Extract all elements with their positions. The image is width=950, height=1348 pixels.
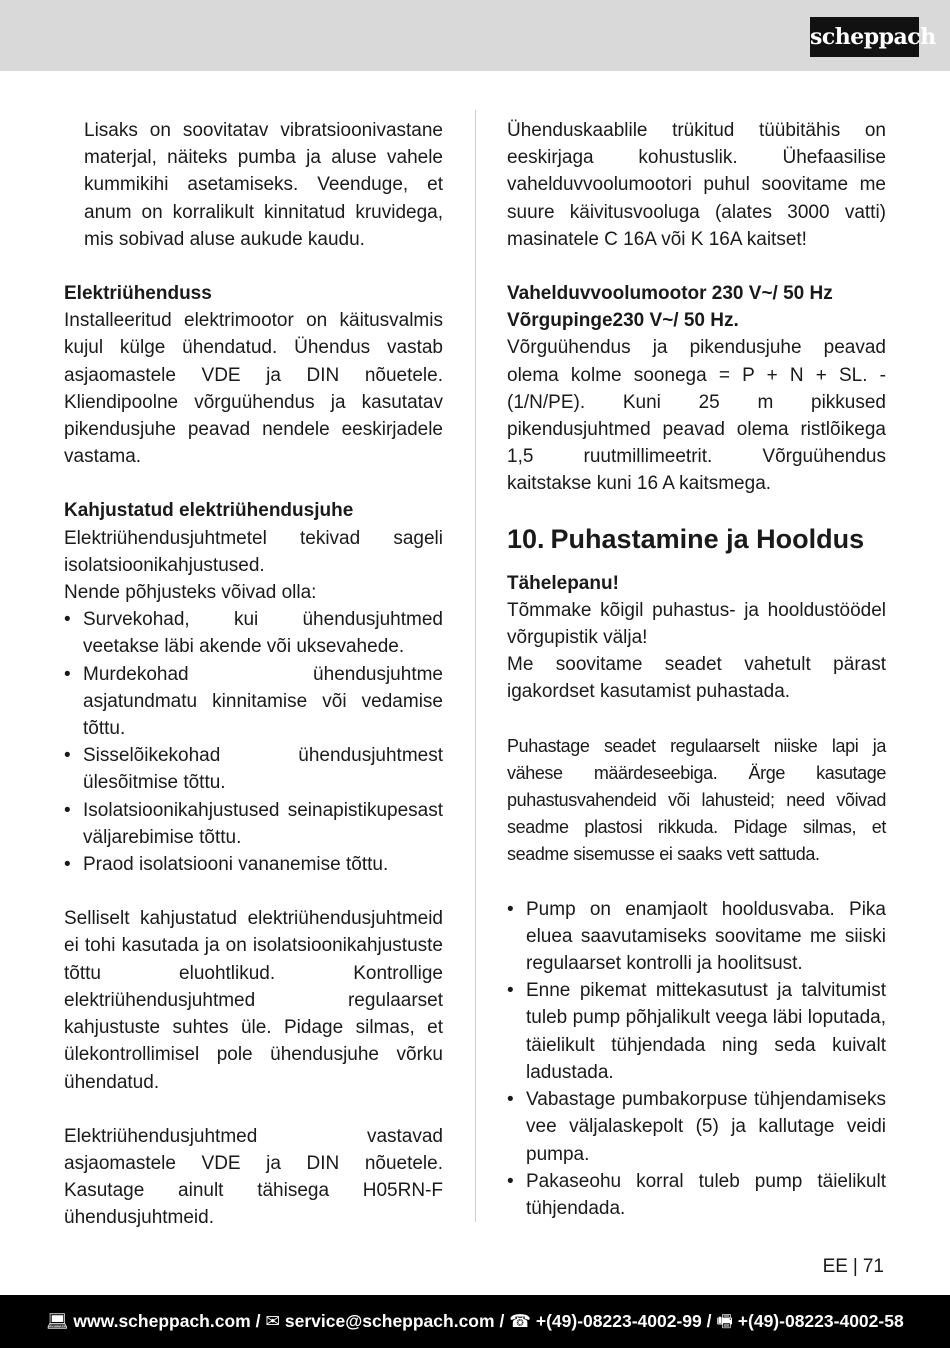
mains-connection-text: Võrguühendus ja pikendusjuhe peavad olema kolme soonega = P + N + SL. - (1/N/PE). Kuni 25 m pikkused pikendusjuhtmed peavad olema ristlõikega 1,5 ruutmillimeetrit. Võrguühendus kaitstakse kuni 16 A kaitsmega. xyxy=(507,337,886,495)
header-band xyxy=(0,0,950,71)
cleaning-paragraph: Puhastage seadet regulaarselt niiske lapi ja vähese määrdeseebiga. Ärge kasutage puhastusvahendeid või lahusteid; need võivad seadme plastosi rikkuda. Pidage silmas, et seadme sisemusse ei saaks vett sattuda. xyxy=(507,735,886,865)
list-item: • Pump on enamjaolt hooldusvaba. Pika eluea saavutamiseks soovitame me siiski regulaarset kontrolli ja hoolitsust. xyxy=(507,896,886,978)
intro-paragraph: Lisaks on soovitatav vibratsioonivastane materjal, näiteks pumba ja aluse vahele kummikihi asetamiseks. Veenduge, et anum on korralikult kinnitatud kruvidega, mis sobivad aluse aukude kaudu. xyxy=(84,120,443,250)
left-column xyxy=(64,117,443,1232)
website-link[interactable]: www.scheppach.com xyxy=(73,1311,251,1331)
page-language: EE xyxy=(822,1256,848,1277)
envelope-icon: ✉ xyxy=(265,1311,281,1331)
phone-icon: ☎ xyxy=(509,1311,531,1331)
page-number-value: 71 xyxy=(862,1256,884,1277)
footer-separator: / xyxy=(499,1311,505,1331)
damaged-cable-text: Elektriühendusjuhtmetel tekivad sageli isolatsioonikahjustused. xyxy=(64,527,443,576)
fax-number: +(49)-08223-4002-58 xyxy=(737,1311,904,1331)
causes-intro: Nende põhjusteks võivad olla: xyxy=(64,582,317,604)
attention-text-2: Me soovitame seadet vahetult pärast igakordset kasutamist puhastada. xyxy=(507,654,886,703)
section-title: Puhastamine ja Hooldus xyxy=(550,523,865,554)
maintenance-list xyxy=(507,896,886,1222)
laptop-icon: 💻︎ xyxy=(46,1311,69,1331)
causes-list xyxy=(64,606,443,878)
attention-heading: Tähelepanu! xyxy=(507,572,619,594)
list-item: • Survekohad, kui ühendusjuhtmed veetakse läbi akende või uksevahede. xyxy=(64,606,443,660)
warning-paragraph: Selliselt kahjustatud elektriühendusjuhtmeid ei tohi kasutada ja on isolatsioonikahjustuste tõttu eluohtlikud. Kontrollige elektriühendusjuhtmed regulaarset kahjustuste suhtes üle. Pidage silmas, et ülekontrollimisel pole ühendusjuhe võrku ühendatud. xyxy=(64,908,443,1093)
brand-logo: scheppach xyxy=(810,17,919,57)
voltage-spec-line: Võrgupinge230 V~/ 50 Hz. xyxy=(507,310,739,332)
fax-icon: 🖷︎ xyxy=(716,1311,733,1331)
email-link[interactable]: service@scheppach.com xyxy=(284,1311,495,1331)
list-item: • Pakaseohu korral tuleb pump täielikult tühjendada. xyxy=(507,1168,886,1222)
footer-separator: / xyxy=(706,1311,712,1331)
list-item: • Murdekohad ühendusjuhtme asjatundmatu kinnitamise või vedamise tõttu. xyxy=(64,661,443,743)
motor-spec-line: Vahelduvvoolumootor 230 V~/ 50 Hz xyxy=(507,283,833,305)
page-separator: | xyxy=(852,1256,858,1277)
contact-footer xyxy=(0,1295,950,1348)
list-item: • Enne pikemat mittekasutust ja talvitumist tuleb pump põhjalikult veega läbi loputada, täielikult tühjendada ning seda kuivalt ladustada. xyxy=(507,977,886,1086)
standards-paragraph: Elektriühendusjuhtmed vastavad asjaomastele VDE ja DIN nõuetele. Kasutage ainult tähisega H05RN-F ühendusjuhtmeid. xyxy=(64,1125,443,1229)
list-item: • Praod isolatsiooni vananemise tõttu. xyxy=(64,851,443,878)
cable-marking-paragraph: Ühenduskaablile trükitud tüübitähis on eeskirjaga kohustuslik. Ühefaasilise vahelduvvoolumootori puhul soovitame me suure käivitusvooluga (alates 3000 vatti) masinatele C 16A või K 16A kaitset! xyxy=(507,120,886,250)
footer-separator: / xyxy=(255,1311,261,1331)
list-item: • Sisselõikekohad ühendusjuhtmest ülesõitmise tõttu. xyxy=(64,742,443,796)
list-item: • Vabastage pumbakorpuse tühjendamiseks vee väljalaskepolt (5) ja kallutage veidi pumpa. xyxy=(507,1086,886,1168)
section-heading xyxy=(507,522,886,556)
page-number xyxy=(823,1256,884,1278)
attention-text: Tõmmake kõigil puhastus- ja hooldustöödel võrgupistik välja! xyxy=(507,599,886,649)
phone-number: +(49)-08223-4002-99 xyxy=(535,1311,702,1331)
electrical-connection-heading: Elektriühenduss xyxy=(64,283,212,305)
electrical-connection-text: Installeeritud elektrimootor on käitusvalmis kujul külge ühendatud. Ühendus vastab asjaomastele VDE ja DIN nõuetele. Kliendipoolne võrguühendus ja kasutatav pikendusjuhe peavad nendele eeskirjadele vastama. xyxy=(64,310,443,468)
list-item: • Isolatsioonikahjustused seinapistikupesast väljarebimise tõttu. xyxy=(64,797,443,851)
right-column xyxy=(507,117,886,1222)
column-divider xyxy=(475,110,476,1222)
damaged-cable-heading: Kahjustatud elektriühendusjuhe xyxy=(64,500,354,522)
section-number: 10. xyxy=(507,523,545,554)
